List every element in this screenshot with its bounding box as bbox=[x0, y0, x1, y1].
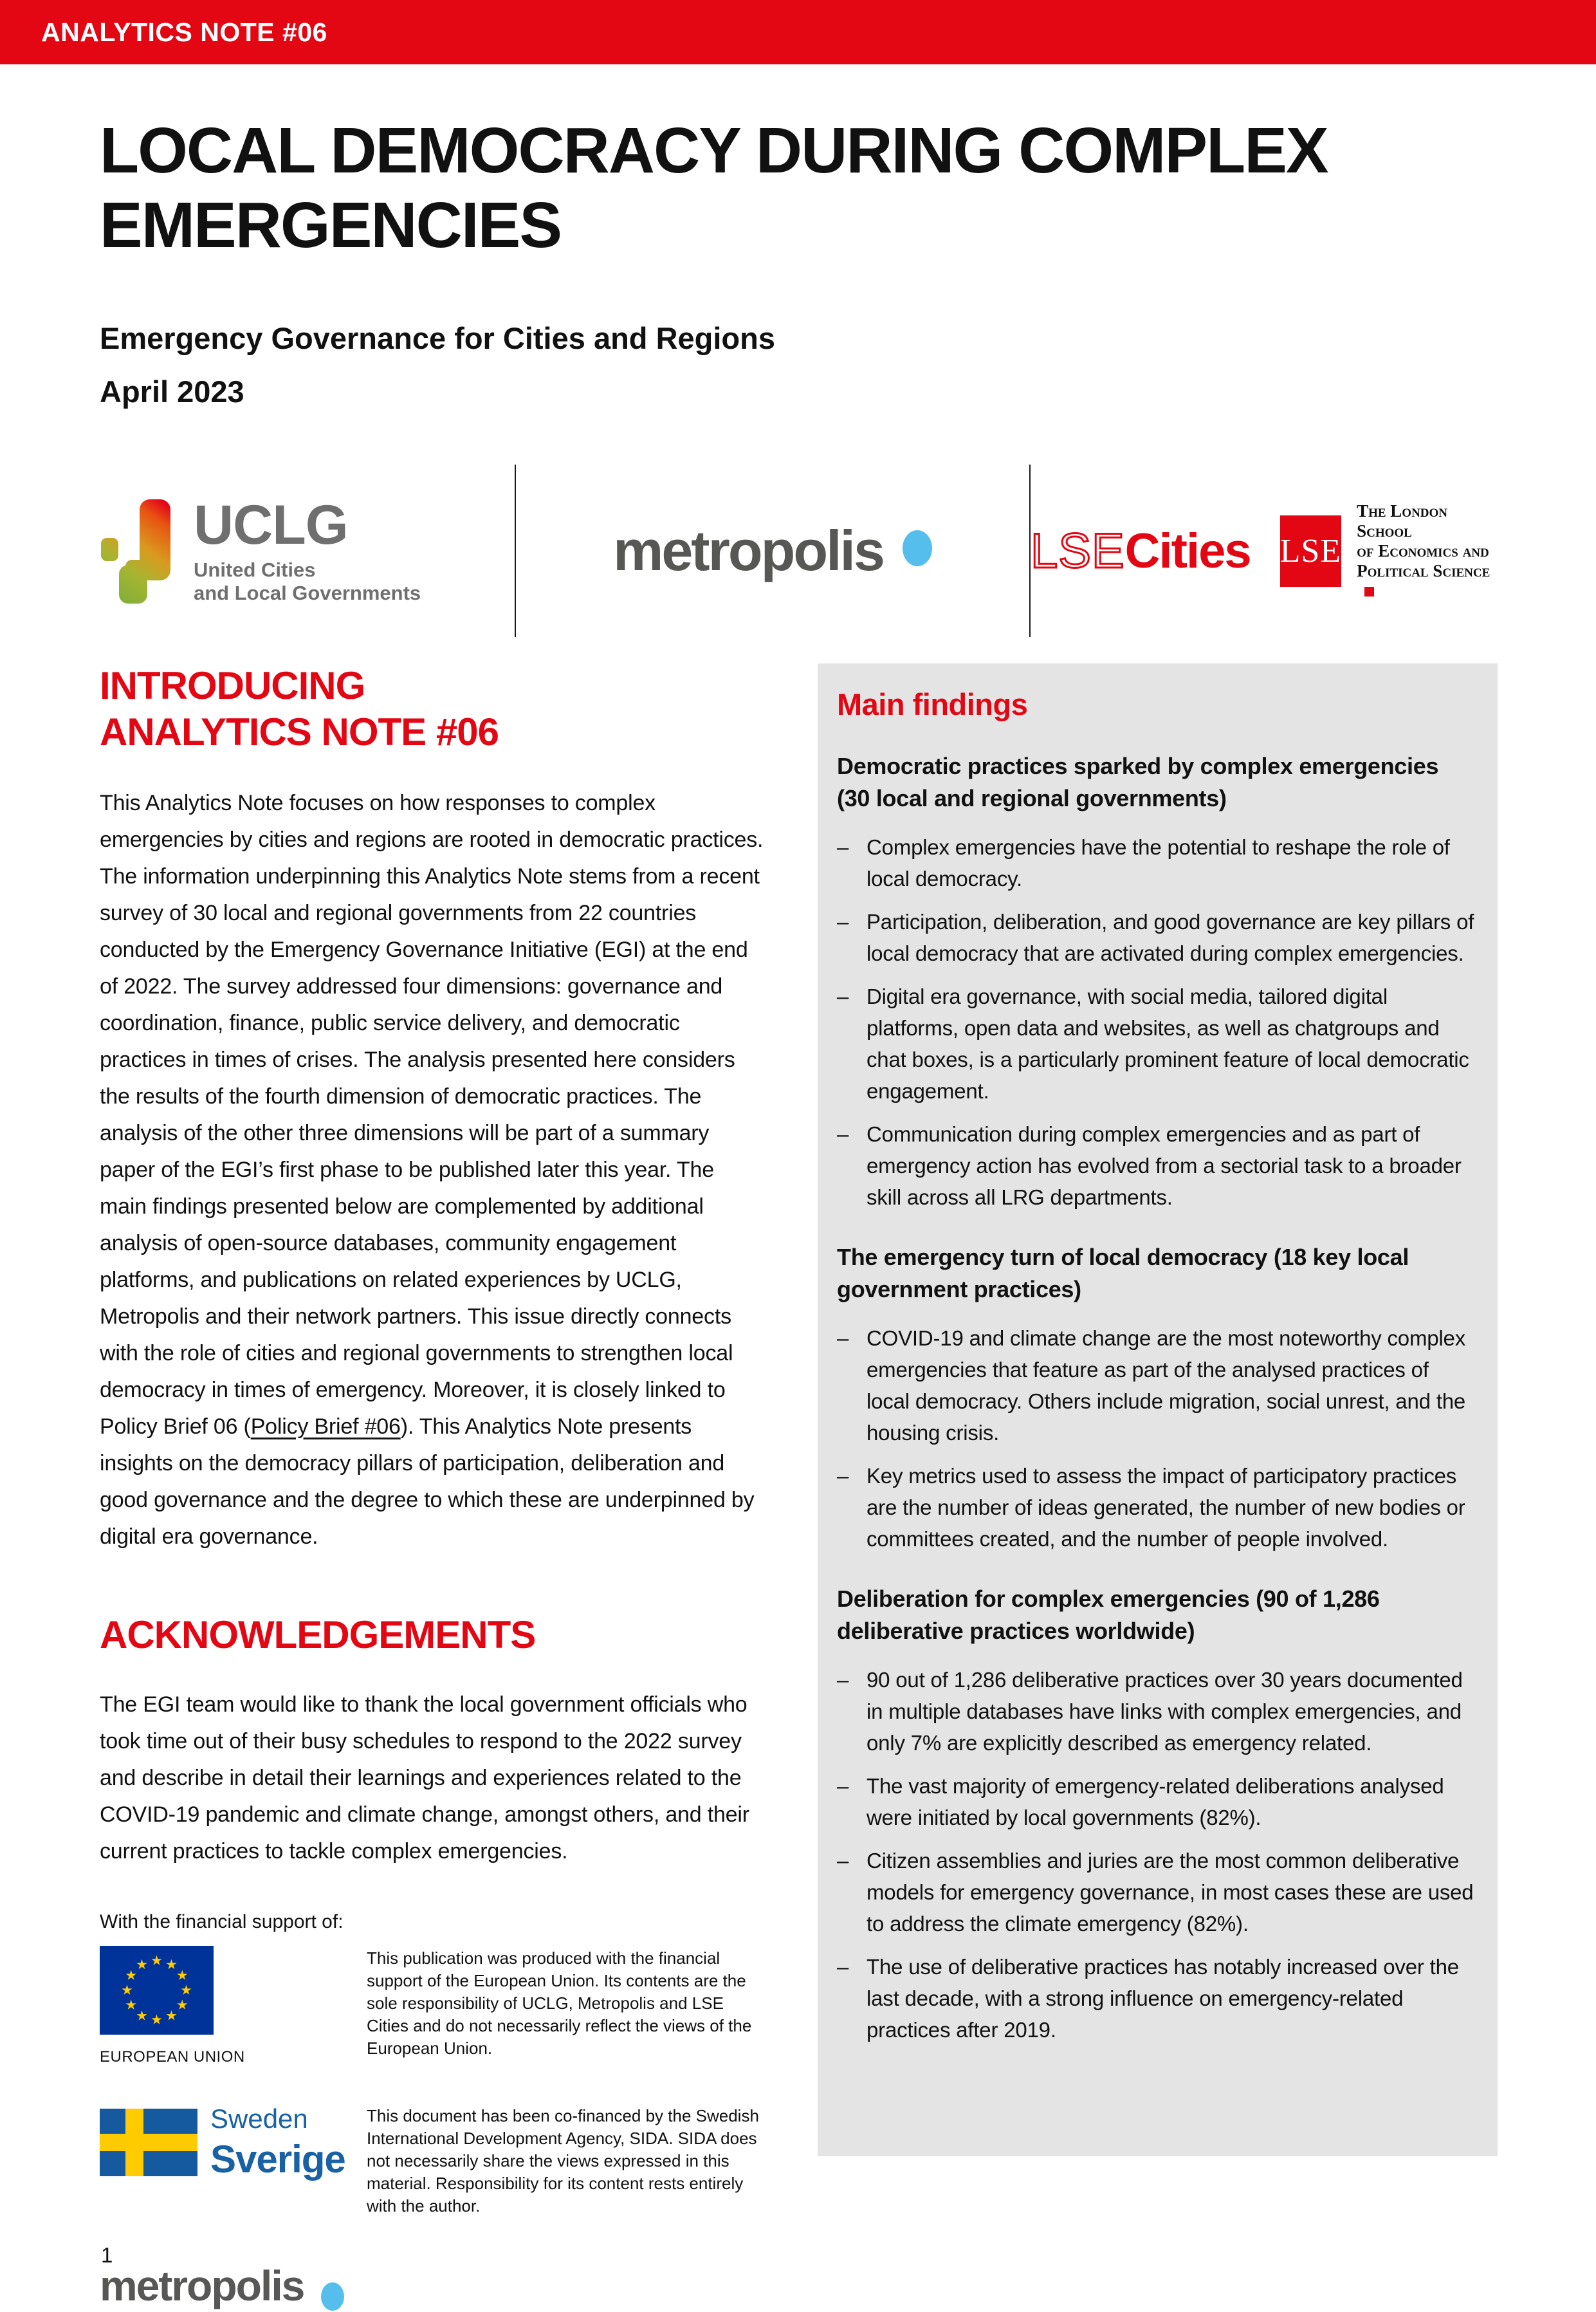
financial-support-label: With the financial support of: bbox=[100, 1911, 344, 1932]
subtitle: Emergency Governance for Cities and Regions bbox=[100, 321, 775, 355]
uclg-logo-text bbox=[194, 494, 421, 605]
top-red-bar bbox=[0, 0, 1596, 64]
acknowledgements-heading: ACKNOWLEDGEMENTS bbox=[100, 1613, 536, 1656]
sweden-flag bbox=[100, 2109, 197, 2176]
lse-cities-wordmark: Cities bbox=[1124, 523, 1251, 578]
publication-date: April 2023 bbox=[100, 375, 244, 409]
metropolis-footer-dot-icon bbox=[321, 2282, 344, 2311]
finding-bullet bbox=[837, 981, 1477, 1107]
uclg-logo bbox=[100, 465, 515, 637]
title-block bbox=[100, 113, 1509, 263]
intro-paragraph-text: This Analytics Note focuses on how responses to complex emergencies by cities and regions are rooted in democratic practices. The information underpinning this Analytics Note stems from a recent survey of 30 local and regional governments from 22 countries conducted by the Emergency Governance Initiative (EGI) at the end of 2022. The survey addressed four dimensions: governance and coordination, finance, public service delivery, and democratic practices in times of crises. The analysis presented here considers the results of the fourth dimension of democratic practices. The analysis of the other three dimensions will be part of a summary paper of the EGI’s first phase to be published later this year. The main findings presented below are complemented by additional analysis of open-source databases, community engagement platforms, and publications on related experiences by UCLG, Metropolis and their network partners. This issue directly connects with the role of cities and regional governments to strengthen local democracy in times of emergency. Moreover, it is closely linked to Policy Brief 06 ( bbox=[100, 791, 764, 1439]
finding-bullet bbox=[837, 1460, 1477, 1555]
eu-disclaimer: This publication was produced with the financial support of the European Union. Its contents are the sole responsibility of UCLG, Metropolis and LSE Cities and do not necessarily reflect the views of the European Union. bbox=[367, 1948, 752, 2058]
lse-cities-logo bbox=[1031, 523, 1251, 579]
bullet-dash: – bbox=[837, 1464, 849, 1488]
finding-bullet bbox=[837, 1118, 1477, 1213]
intro-paragraph bbox=[100, 785, 766, 1555]
left-column bbox=[100, 663, 766, 2312]
lse-school-name bbox=[1357, 501, 1498, 601]
lse-logos bbox=[1031, 465, 1498, 637]
sweden-flag-cross-horizontal bbox=[100, 2134, 197, 2151]
finding-bullet bbox=[837, 1770, 1477, 1833]
bullet-text: Digital era governance, with social media, tailored digital platforms, open data and websites, as well as chatgroups and chat boxes, is a particularly prominent feature of local democratic engagement. bbox=[867, 985, 1469, 1103]
findings-subhead: Democratic practices sparked by complex emergencies (30 local and regional governments) bbox=[837, 753, 1439, 811]
metropolis-wordmark: metropolis bbox=[613, 519, 883, 582]
bullet-text: The use of deliberative practices has notably increased over the last decade, with a strong influence on emergency-related practices after 2019. bbox=[867, 1955, 1459, 2042]
main-findings-heading: Main findings bbox=[837, 687, 1028, 721]
main-findings-panel bbox=[818, 663, 1498, 2156]
eu-funding-row bbox=[100, 1946, 766, 2066]
bullet-dash: – bbox=[837, 1774, 849, 1798]
finding-bullet bbox=[837, 1845, 1477, 1939]
metropolis-footer-wordmark: metropolis bbox=[100, 2262, 304, 2309]
intro-heading-line-1: INTRODUCING bbox=[100, 664, 365, 707]
intro-paragraph-text-after: ). This Analytics Note presents insights on the democracy pillars of participation, deliberation and good governance and the degree to which these are underpinned by digital era governance. bbox=[100, 1414, 755, 1549]
sweden-wordmark-sv: Sverige bbox=[210, 2138, 345, 2181]
eu-flag-block bbox=[100, 1946, 367, 2066]
finding-bullet bbox=[837, 1951, 1477, 2046]
finding-bullet bbox=[837, 1322, 1477, 1448]
findings-subhead: The emergency turn of local democracy (18 key local government practices) bbox=[837, 1244, 1409, 1302]
bullet-text: The vast majority of emergency-related deliberations analysed were initiated by local governments (82%). bbox=[867, 1774, 1444, 1829]
policy-brief-link[interactable]: Policy Brief #06 bbox=[250, 1414, 401, 1439]
bullet-dash: – bbox=[837, 835, 849, 859]
metropolis-dot-icon bbox=[903, 530, 932, 566]
page-title-line-2: EMERGENCIES bbox=[100, 189, 562, 261]
bullet-text: Key metrics used to assess the impact of participatory practices are the number of ideas generated, the number of new bodies or committees created, and the number of people involved. bbox=[867, 1464, 1465, 1551]
sweden-wordmark bbox=[210, 2104, 345, 2181]
sweden-logo-block bbox=[100, 2104, 367, 2181]
eu-flag-caption: EUROPEAN UNION bbox=[100, 2048, 245, 2066]
page-title-line-1: LOCAL DEMOCRACY DURING COMPLEX bbox=[100, 115, 1328, 187]
findings-sections bbox=[837, 750, 1477, 2046]
metropolis-logo bbox=[515, 465, 1031, 637]
acknowledgements-paragraph: The EGI team would like to thank the local government officials who took time out of their busy schedules to respond to the 2022 survey and describe in detail their learnings and experiences related to the COVID-19 pandemic and climate change, amongst others, and their current practices to tackle complex emergencies. bbox=[100, 1692, 749, 1863]
bullet-text: Citizen assemblies and juries are the most common deliberative models for emergency governance, in most cases these are used to address the climate emergency (82%). bbox=[867, 1849, 1474, 1936]
bullet-text: Communication during complex emergencies and as part of emergency action has evolved from a sectorial task to a broader skill across all LRG departments. bbox=[867, 1122, 1462, 1209]
sida-funding-row bbox=[100, 2104, 766, 2217]
intro-heading-line-2: ANALYTICS NOTE #06 bbox=[100, 710, 499, 754]
eu-flag bbox=[100, 1946, 214, 2035]
sweden-wordmark-en: Sweden bbox=[210, 2104, 308, 2134]
finding-bullet bbox=[837, 1664, 1477, 1759]
uclg-tagline-line-2: and Local Governments bbox=[194, 582, 421, 605]
lse-school-name-line-3: Political Science bbox=[1357, 561, 1498, 601]
lse-school-name-line-1: The London School bbox=[1357, 501, 1448, 541]
bullet-dash: – bbox=[837, 1955, 849, 1979]
lse-school-logo bbox=[1280, 501, 1498, 601]
lse-red-box bbox=[1280, 515, 1341, 587]
finding-bullet bbox=[837, 906, 1477, 969]
lse-box-letters: LSE bbox=[1280, 532, 1342, 569]
uclg-logo-icon bbox=[100, 497, 176, 605]
findings-subhead: Deliberation for complex emergencies (90 of 1,286 deliberative practices worldwide) bbox=[837, 1586, 1380, 1644]
uclg-tagline-line-1: United Cities bbox=[194, 559, 316, 582]
lse-cities-lse-outline: LSE bbox=[1031, 523, 1125, 578]
page-number: 1 bbox=[101, 2243, 113, 2267]
bullet-text: Participation, deliberation, and good governance are key pillars of local democracy that are activated during complex emergencies. bbox=[867, 910, 1474, 965]
uclg-tagline bbox=[194, 559, 421, 605]
bullet-dash: – bbox=[837, 1326, 849, 1350]
bullet-dash: – bbox=[837, 1668, 849, 1692]
bullet-dash: – bbox=[837, 1122, 849, 1146]
bullet-dash: – bbox=[837, 985, 849, 1008]
uclg-wordmark: UCLG bbox=[194, 494, 348, 556]
uclg-logo-wrap bbox=[100, 494, 421, 605]
subtitle-block bbox=[100, 320, 775, 409]
bullet-text: Complex emergencies have the potential to reshape the role of local democracy. bbox=[867, 835, 1450, 891]
sida-disclaimer: This document has been co-financed by the Swedish International Development Agency, SIDA. SIDA does not necessarily share the views expressed in this material. Responsibility for its content rests entirely with the author. bbox=[367, 2106, 759, 2215]
intro-heading bbox=[100, 663, 766, 755]
bullet-dash: – bbox=[837, 910, 849, 934]
finding-bullet bbox=[837, 831, 1477, 894]
partner-logo-band bbox=[100, 465, 1498, 637]
bullet-text: 90 out of 1,286 deliberative practices over 30 years documented in multiple databases have links with complex emergencies, and only 7% are explicitly described as emergency related. bbox=[867, 1668, 1463, 1755]
metropolis-footer-logo bbox=[100, 2261, 766, 2312]
document-kicker: ANALYTICS NOTE #06 bbox=[41, 17, 327, 47]
bullet-text: COVID-19 and climate change are the most noteworthy complex emergencies that feature as part of the analysed practices of local democracy. Others include migration, social unrest, and the housing crisis. bbox=[867, 1326, 1466, 1445]
lse-red-square-icon bbox=[1364, 587, 1374, 596]
bullet-dash: – bbox=[837, 1849, 849, 1873]
lse-school-name-line-2: of Economics and bbox=[1357, 541, 1489, 560]
